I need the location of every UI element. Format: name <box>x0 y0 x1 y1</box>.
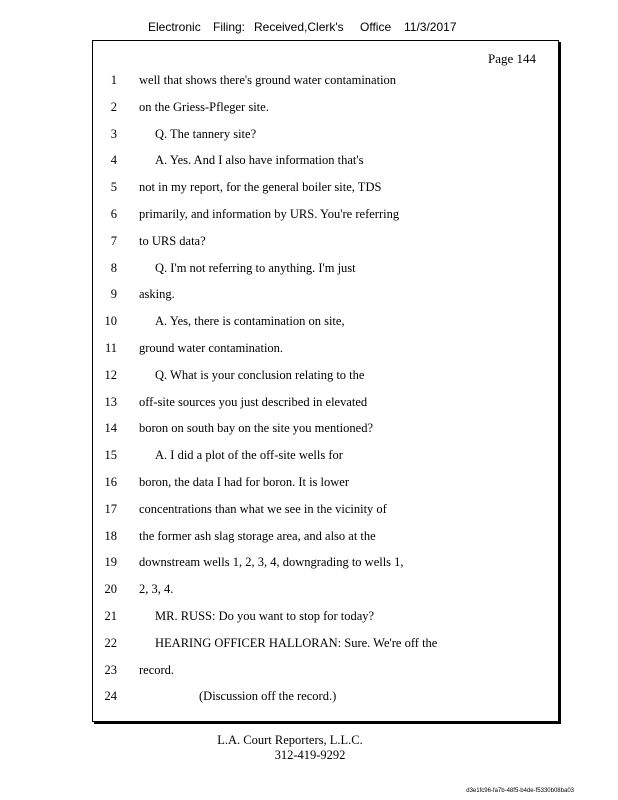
transcript-line <box>93 100 553 122</box>
transcript-line <box>93 582 553 604</box>
line-text: Q. What is your conclusion relating to the <box>155 367 365 382</box>
line-number: 5 <box>110 180 117 195</box>
transcript-line <box>93 663 553 685</box>
transcript-line <box>93 475 553 497</box>
line-number: 21 <box>104 609 117 623</box>
line-text: not in my report, for the general boiler site, TDS <box>139 180 382 195</box>
line-text: downstream wells 1, 2, 3, 4, downgrading to wells 1, <box>139 555 404 570</box>
transcript-line <box>93 73 553 95</box>
line-number: 18 <box>104 528 117 543</box>
transcript-line <box>93 314 553 336</box>
line-number: 23 <box>104 662 117 677</box>
transcript-line <box>93 395 553 417</box>
line-text: concentrations than what we see in the vicinity of <box>139 501 387 516</box>
transcript-page <box>92 40 559 722</box>
line-text: asking. <box>139 287 175 302</box>
line-text: boron on south bay on the site you mentioned? <box>139 421 373 436</box>
line-text: MR. RUSS: Do you want to stop for today? <box>155 609 375 623</box>
transcript-line <box>93 448 553 470</box>
line-number: 10 <box>104 314 117 329</box>
line-text: well that shows there's ground water contamination <box>139 73 397 87</box>
line-number: 19 <box>104 555 117 570</box>
transcript-line <box>93 529 553 551</box>
line-number: 6 <box>110 207 117 221</box>
transcript-line <box>93 287 553 309</box>
line-text: Q. The tannery site? <box>155 126 257 141</box>
line-number: 9 <box>110 287 117 302</box>
line-text: A. I did a plot of the off-site wells for <box>155 448 343 463</box>
line-number: 12 <box>104 367 117 382</box>
transcript-line <box>93 261 553 283</box>
line-text: Q. I'm not referring to anything. I'm just <box>155 260 356 275</box>
line-number: 15 <box>104 448 117 463</box>
line-number: 7 <box>110 233 117 248</box>
transcript-line <box>93 234 553 256</box>
line-text: HEARING OFFICER HALLORAN: Sure. We're off the <box>155 635 438 650</box>
line-number: 22 <box>104 635 117 650</box>
line-text: off-site sources you just described in elevated <box>139 394 368 409</box>
line-number: 20 <box>104 582 117 597</box>
document-hash: d3e1fc96-fa7b-48f5-b4de-f5330b08ba03 <box>466 788 574 794</box>
line-number: 1 <box>110 73 117 87</box>
transcript-line <box>93 341 553 363</box>
line-number: 14 <box>104 421 117 436</box>
transcript-line <box>93 153 553 175</box>
transcript-line <box>93 689 553 711</box>
line-text: on the Griess-Pfleger site. <box>139 99 269 114</box>
reporter-phone: 312-419-9292 <box>274 748 346 762</box>
header-office: Office <box>360 20 392 34</box>
line-text: A. Yes. And I also have information that's <box>155 153 364 168</box>
line-number: 8 <box>110 260 117 275</box>
transcript-line <box>93 502 553 524</box>
line-number: 24 <box>104 689 117 704</box>
line-number: 2 <box>110 99 117 114</box>
reporter-company: L.A. Court Reporters, L.L.C. <box>217 733 363 747</box>
transcript-line <box>93 555 553 577</box>
transcript-line <box>93 421 553 443</box>
line-number: 3 <box>110 126 117 141</box>
line-number: 11 <box>104 341 117 355</box>
line-number: 13 <box>104 394 117 409</box>
line-number: 17 <box>104 501 117 516</box>
line-text: 2, 3, 4. <box>139 582 174 597</box>
line-text: the former ash slag storage area, and also at the <box>139 528 376 543</box>
line-text: to URS data? <box>139 233 206 248</box>
page-number: Page 144 <box>487 51 536 66</box>
line-text: (Discussion off the record.) <box>199 689 337 704</box>
filing-header <box>148 20 548 38</box>
header-date: 11/3/2017 <box>404 20 457 34</box>
transcript-line <box>93 368 553 390</box>
line-text: ground water contamination. <box>139 341 284 355</box>
header-electronic: Electronic <box>148 20 201 34</box>
line-number: 4 <box>110 153 117 168</box>
line-text: A. Yes, there is contamination on site, <box>155 314 345 329</box>
line-number: 16 <box>104 475 117 489</box>
transcript-line <box>93 180 553 202</box>
transcript-line <box>93 127 553 149</box>
transcript-line <box>93 609 553 631</box>
header-received: Received,Clerk's <box>254 20 344 34</box>
transcript-line <box>93 636 553 658</box>
line-text: primarily, and information by URS. You're referring <box>139 207 400 221</box>
header-filing: Filing: <box>213 20 246 34</box>
line-text: boron, the data I had for boron. It is lower <box>139 475 350 489</box>
transcript-line <box>93 207 553 229</box>
line-text: record. <box>139 662 175 677</box>
